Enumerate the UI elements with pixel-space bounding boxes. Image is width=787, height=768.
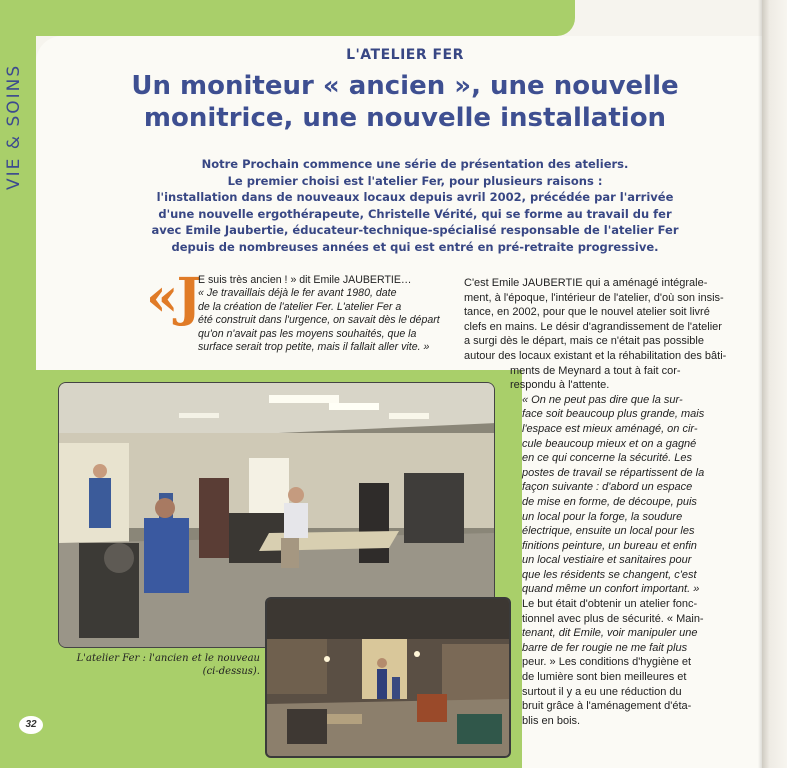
- lede-line: Le premier choisi est l'atelier Fer, pour plusieurs raisons :: [227, 173, 603, 188]
- body-line: tenant, dit Emile, voir manipuler une: [522, 627, 698, 640]
- drop-quote-mark: «J: [146, 267, 202, 328]
- intro-quote-column: [198, 274, 442, 354]
- body-line: E suis très ancien ! » dit Emile JAUBERTIE…: [198, 274, 412, 286]
- body-line: surface serait trop petite, mais il fallait aller vite. »: [198, 341, 430, 354]
- body-line: C'est Emile JAUBERTIE qui a aménagé intégrale-: [464, 277, 708, 289]
- body-line: ments de Meynard a tout à fait cor-: [510, 364, 681, 377]
- body-line: « On ne peut pas dire que la sur-: [522, 393, 683, 406]
- lede-line: l'installation dans de nouveaux locaux depuis avril 2002, précédée par l'arrivée: [156, 190, 674, 204]
- body-line: postes de travail se répartissent de la: [522, 466, 705, 479]
- page-number: 32: [19, 716, 43, 734]
- headline-line: monitrice, une nouvelle installation: [143, 103, 667, 133]
- body-line: blis en bois.: [522, 714, 581, 727]
- article-lede: [120, 156, 710, 255]
- body-line: bruit grâce à l'aménagement d'éta-: [522, 700, 692, 713]
- body-line: a surgi dès le départ, mais ce n'était pas possible: [464, 335, 704, 348]
- caption-line: L'atelier Fer : l'ancien et le nouveau: [76, 653, 260, 664]
- body-line: barre de fer rougie ne me fait plus: [522, 641, 688, 654]
- body-line: ment, à l'époque, l'intérieur de l'atelier, d'où son insis-: [464, 291, 724, 304]
- next-page-edge: [762, 0, 787, 768]
- new-workshop-photo: [265, 597, 511, 758]
- lede-line: depuis de nombreuses années et qui est entré en pré-retraite progressive.: [171, 239, 659, 254]
- body-line: respondu à l'attente.: [510, 379, 610, 392]
- body-line: de mise en forme, de découpe, puis: [522, 495, 697, 508]
- photo-caption: [74, 652, 260, 678]
- body-line: un local pour la forge, la soudure: [522, 510, 683, 523]
- new-workshop-illustration: [267, 599, 509, 756]
- body-line: quand même un confort important. »: [522, 583, 700, 596]
- body-line: de lumière sont bien meilleures et: [522, 671, 687, 684]
- body-line: en ce qui concerne la sécurité. Les: [522, 452, 692, 465]
- body-line: cule beaucoup mieux et on a gagné: [522, 437, 697, 450]
- body-line: façon suivante : d'abord un espace: [522, 481, 693, 494]
- body-line: électrique, ensuite un local pour les: [522, 525, 695, 538]
- body-line: un local vestiaire et sanitaires pour: [522, 554, 692, 567]
- green-header-tab: [0, 0, 575, 36]
- body-line: peur. » Les conditions d'hygiène et: [522, 656, 692, 669]
- body-line: l'espace est mieux aménagé, on cir-: [522, 422, 698, 435]
- body-line: tance, en 2002, pour que le nouvel atelier soit livré: [464, 306, 710, 319]
- body-line: que les résidents se changent, c'est: [522, 568, 697, 581]
- body-line: face soit beaucoup plus grande, mais: [522, 408, 705, 421]
- headline-line: Un moniteur « ancien », une nouvelle: [131, 71, 679, 101]
- body-line: Le but était d'obtenir un atelier fonc-: [522, 598, 698, 611]
- body-line: « Je travaillais déjà le fer avant 1980, date: [198, 287, 397, 300]
- article-headline: [60, 70, 750, 134]
- body-line: finitions peinture, un bureau et enfin: [522, 539, 697, 552]
- caption-line: (ci-dessus).: [202, 666, 260, 677]
- body-line: qu'on n'avait pas les moyens souhaités, que la: [198, 327, 417, 340]
- body-line: de la création de l'atelier Fer. L'atelier Fer a: [198, 300, 402, 313]
- body-line: clefs en mains. Le désir d'agrandissement de l'atelier: [464, 320, 722, 333]
- lede-line: Notre Prochain commence une série de présentation des ateliers.: [201, 157, 629, 171]
- body-line: tionnel avec plus de sécurité. « Main-: [522, 612, 704, 625]
- body-line: surtout il y a eu une réduction du: [522, 685, 682, 698]
- lede-line: d'une nouvelle ergothérapeute, Christelle Vérité, qui se forme au travail du fer: [158, 206, 672, 221]
- body-line: été construit dans l'urgence, on savait dès le départ: [198, 314, 440, 327]
- lede-line: avec Emile Jaubertie, éducateur-technique-spécialisé responsable de l'atelier Fer: [151, 223, 679, 237]
- article-kicker: L'ATELIER FER: [346, 47, 464, 63]
- body-line: autour des locaux existant et la réhabilitation des bâti-: [464, 349, 727, 362]
- section-label: VIE & SOINS: [4, 63, 24, 190]
